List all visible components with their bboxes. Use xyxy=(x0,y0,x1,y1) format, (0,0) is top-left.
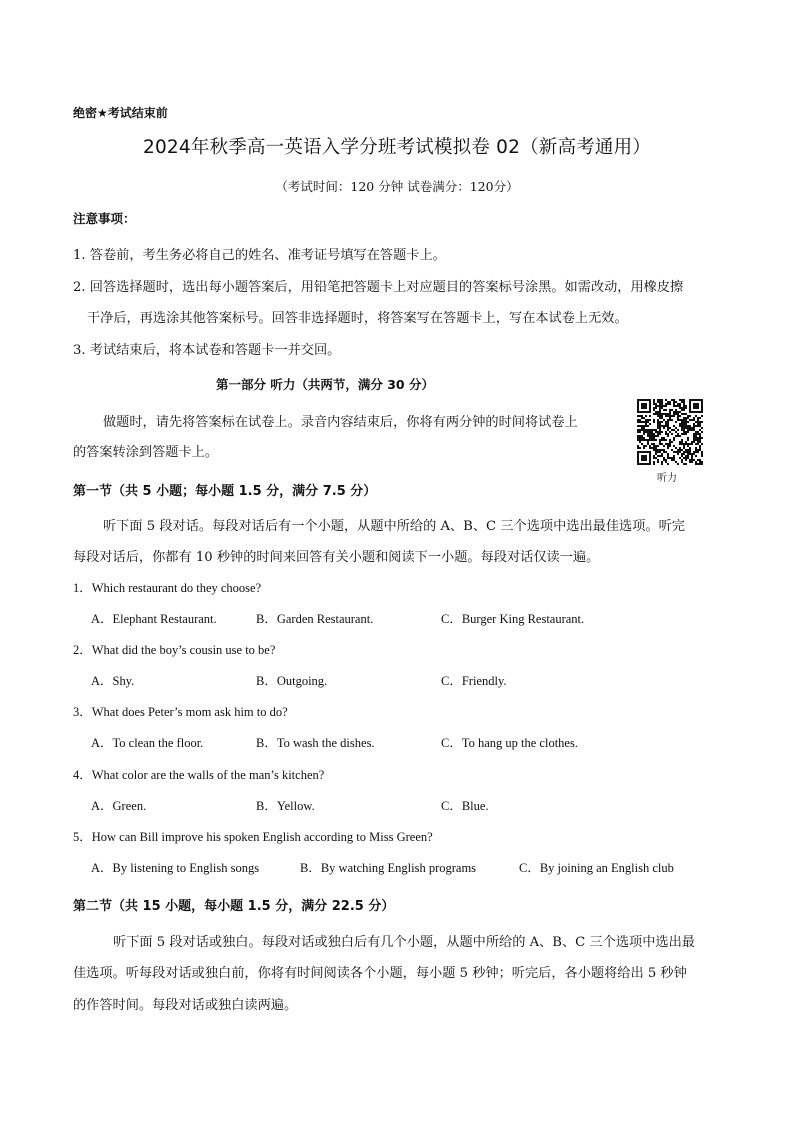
question-3-option-b: B．To wash the dishes. xyxy=(256,736,375,750)
qr-code-icon xyxy=(637,399,703,465)
part1-heading: 第一部分 听力（共两节，满分 30 分） xyxy=(216,377,434,392)
question-2: 2．What did the boy’s cousin use to be? xyxy=(73,643,276,657)
question-5-option-c: C．By joining an English club xyxy=(519,861,674,875)
section1-intro-line-2: 每段对话后，你都有 10 秒钟的时间来回答有关小题和阅读下一小题。每段对话仅读一遍。 xyxy=(73,550,600,565)
section1-intro-line-1: 听下面 5 段对话。每段对话后有一个小题，从题中所给的 A、B、C 三个选项中选出最佳选项。听完 xyxy=(103,519,685,534)
notice-heading: 注意事项： xyxy=(73,211,136,226)
notice-item-1: 1. 答卷前，考生务必将自己的姓名、准考证号填写在答题卡上。 xyxy=(73,248,446,263)
section2-intro-line-3: 的作答时间。每段对话或独白读两遍。 xyxy=(73,998,298,1013)
question-5-option-b: B．By watching English programs xyxy=(300,861,477,875)
question-1-option-a: A．Elephant Restaurant. xyxy=(91,612,217,626)
page-title: 2024年秋季高一英语入学分班考试模拟卷 02（新高考通用） xyxy=(142,137,651,158)
part1-intro-line-2: 的答案转涂到答题卡上。 xyxy=(73,445,219,460)
notice-item-3: 3. 考试结束后，将本试卷和答题卡一并交回。 xyxy=(73,343,341,358)
question-2-option-a: A．Shy. xyxy=(91,674,135,688)
exam-info: （考试时间：120 分钟 试卷满分：120分） xyxy=(275,179,519,194)
question-5: 5．How can Bill improve his spoken English according to Miss Green? xyxy=(73,830,433,844)
question-5-option-a: A．By listening to English songs xyxy=(91,861,260,875)
part1-intro-line-1: 做题时，请先将答案标在试卷上。录音内容结束后，你将有两分钟的时间将试卷上 xyxy=(103,415,578,430)
notice-item-2-line-1: 2. 回答选择题时，选出每小题答案后，用铅笔把答题卡上对应题目的答案标号涂黑。如需改动，用橡皮擦 xyxy=(73,280,684,295)
question-1: 1．Which restaurant do they choose? xyxy=(73,581,262,595)
question-4: 4．What color are the walls of the man’s kitchen? xyxy=(73,768,325,782)
question-3-option-a: A．To clean the floor. xyxy=(91,736,204,750)
question-4-option-a: A．Green. xyxy=(91,799,147,813)
section2-heading: 第二节（共 15 小题，每小题 1.5 分，满分 22.5 分） xyxy=(73,899,395,914)
question-3-option-c: C．To hang up the clothes. xyxy=(441,736,578,750)
notice-item-2-line-2: 干净后，再选涂其他答案标号。回答非选择题时，将答案写在答题卡上，写在本试卷上无效。 xyxy=(87,311,628,326)
question-2-option-b: B．Outgoing. xyxy=(256,674,328,688)
section1-heading: 第一节（共 5 小题；每小题 1.5 分，满分 7.5 分） xyxy=(73,484,377,499)
qr-label: 听力 xyxy=(657,473,677,484)
question-4-option-b: B．Yellow. xyxy=(256,799,315,813)
question-1-option-b: B．Garden Restaurant. xyxy=(256,612,374,626)
section2-intro-line-2: 佳选项。听每段对话或独白前，你将有时间阅读各个小题，每小题 5 秒钟；听完后，各小题将给出 5 秒钟 xyxy=(73,966,687,981)
question-2-option-c: C．Friendly. xyxy=(441,674,507,688)
question-4-option-c: C．Blue. xyxy=(441,799,489,813)
question-1-option-c: C．Burger King Restaurant. xyxy=(441,612,585,626)
secret-mark: 绝密★考试结束前 xyxy=(73,106,168,120)
question-3: 3．What does Peter’s mom ask him to do? xyxy=(73,705,288,719)
section2-intro-line-1: 听下面 5 段对话或独白。每段对话或独白后有几个小题，从题中所给的 A、B、C 三个选项中选出最 xyxy=(113,935,695,950)
